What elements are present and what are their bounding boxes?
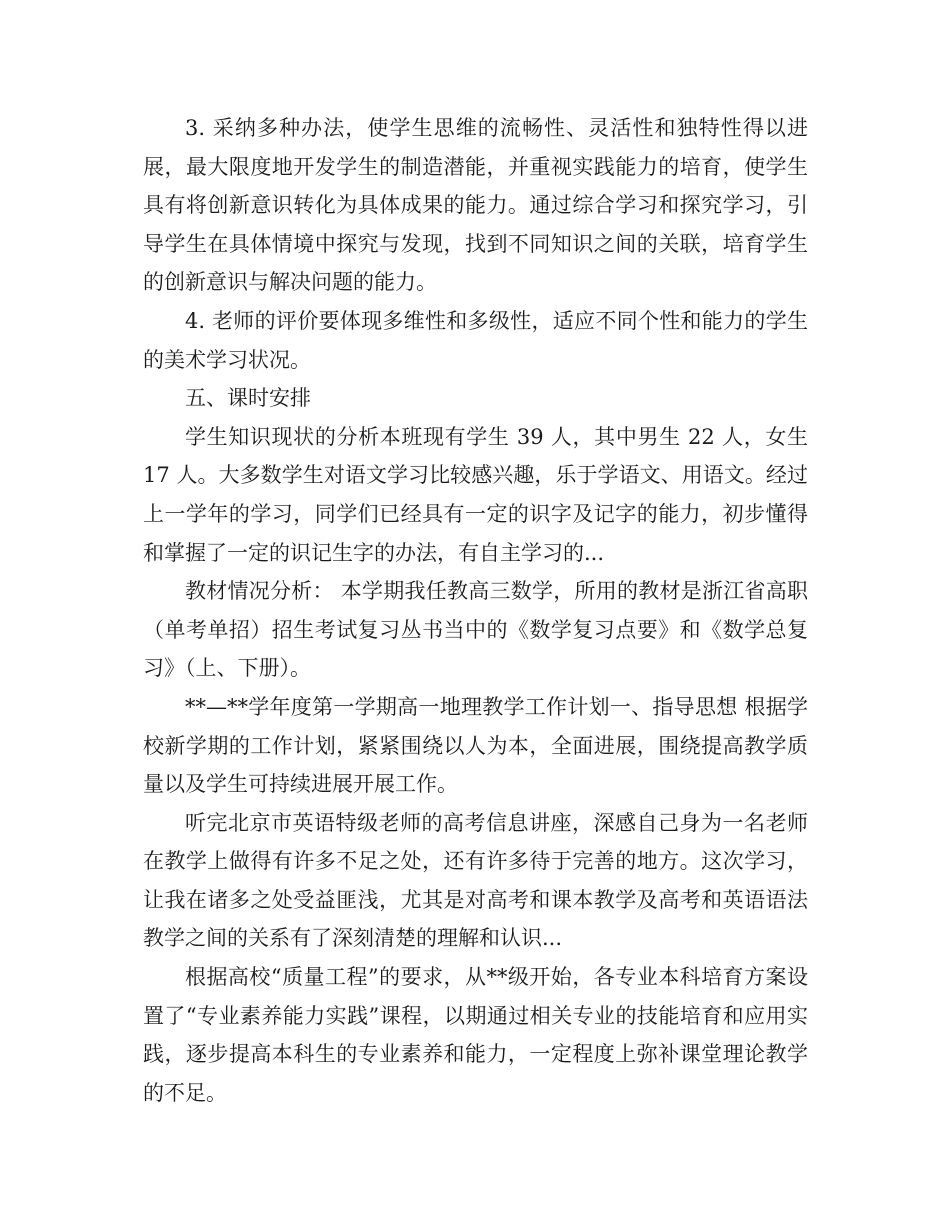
paragraph-student-analysis: 学生知识现状的分析本班现有学生 39 人，其中男生 22 人，女生 17 人。大多数学生对语文学习比较感兴趣，乐于学语文、用语文。经过上一学年的学习，同学们已经具有一定的识字及记字的能力，初步懂得和掌握了一定的识记生字的办法，有自主学习的... <box>143 424 808 565</box>
section-heading-class-schedule: 五、课时安排 <box>185 386 311 411</box>
paragraph-english-lecture: 听完北京市英语特级老师的高考信息讲座，深感自己身为一名老师在教学上做得有许多不足之处，还有许多待于完善的地方。这次学习，让我在诸多之处受益匪浅，尤其是对高考和课本教学及高考和英语语法教学之间的关系有了深刻清楚的理解和认识... <box>143 810 808 951</box>
document-body <box>143 109 808 1112</box>
paragraph-point-3: 3. 采纳多种办法，使学生思维的流畅性、灵活性和独特性得以进展，最大限度地开发学生的制造潜能，并重视实践能力的培育，使学生具有将创新意识转化为具体成果的能力。通过综合学习和探究学习，引导学生在具体情境中探究与发现，找到不同知识之间的关联，培育学生的创新意识与解决问题的能力。 <box>143 116 808 295</box>
paragraph-quality-engineering: 根据高校“质量工程”的要求，从**级开始，各专业本科培育方案设置了“专业素养能力实践”课程，以期通过相关专业的技能培育和应用实践，逐步提高本科生的专业素养和能力，一定程度上弥补课堂理论教学的不足。 <box>143 965 808 1105</box>
paragraph-geography-plan: **—**学年度第一学期高一地理教学工作计划一、指导思想 根据学校新学期的工作计划，紧紧围绕以人为本，全面进展，围绕提高教学质量以及学生可持续进展开展工作。 <box>143 694 808 797</box>
paragraph-point-4: 4. 老师的评价要体现多维性和多级性，适应不同个性和能力的学生的美术学习状况。 <box>143 308 808 372</box>
paragraph-textbook-analysis: 教材情况分析： 本学期我任教高三数学，所用的教材是浙江省高职（单考单招）招生考试复习丛书当中的《数学复习点要》和《数学总复习》（上、下册）。 <box>143 579 808 681</box>
